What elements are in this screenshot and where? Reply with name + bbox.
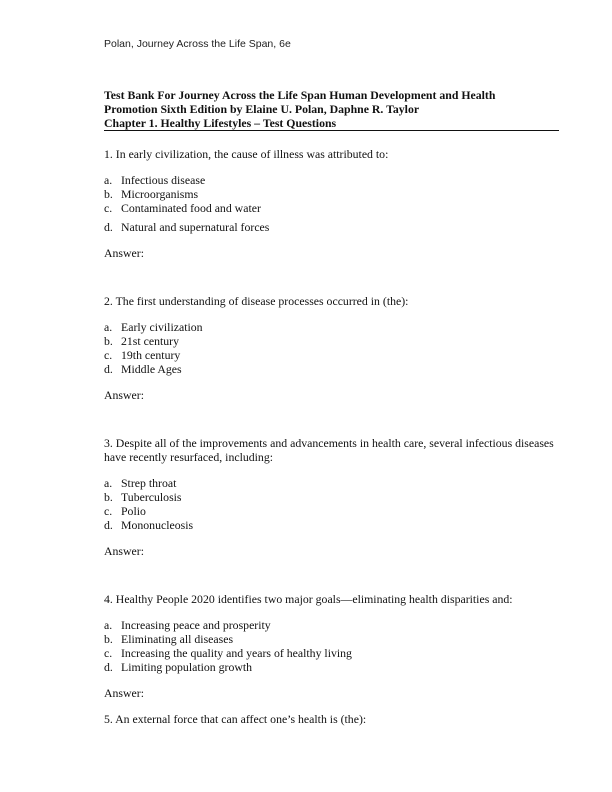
option-text: Tuberculosis (121, 490, 182, 504)
option-letter: a. (104, 320, 113, 334)
option-text: Microorganisms (121, 187, 199, 201)
option-a (104, 320, 554, 334)
chapter-title: Chapter 1. Healthy Lifestyles – Test Questions (104, 116, 337, 130)
option-c (104, 504, 554, 518)
option-c (104, 201, 554, 215)
option-letter: c. (104, 201, 113, 215)
question-3-options (104, 476, 554, 532)
option-letter: d. (104, 518, 113, 532)
question-4-options (104, 618, 554, 674)
title-divider (104, 130, 559, 131)
option-letter: a. (104, 173, 113, 187)
option-text: Increasing the quality and years of healthy living (121, 646, 352, 660)
option-b (104, 632, 554, 646)
option-c (104, 646, 554, 660)
question-3 (104, 436, 554, 558)
option-text: Limiting population growth (121, 660, 253, 674)
question-1-answer: Answer: (104, 246, 144, 260)
option-letter: d. (104, 220, 113, 234)
question-1-text: 1. In early civilization, the cause of illness was attributed to: (104, 147, 389, 161)
option-letter: d. (104, 362, 113, 376)
question-1 (104, 147, 554, 260)
option-d (104, 220, 554, 234)
question-2 (104, 294, 554, 402)
option-text: Infectious disease (121, 173, 206, 187)
option-letter: b. (104, 490, 113, 504)
question-3-text: 3. Despite all of the improvements and advancements in health care, several infectious diseases have recently resurfaced, including: (104, 436, 554, 464)
option-text: 21st century (121, 334, 179, 348)
question-3-answer: Answer: (104, 544, 144, 558)
running-header: Polan, Journey Across the Life Span, 6e (104, 38, 291, 50)
option-letter: b. (104, 334, 113, 348)
option-d (104, 660, 554, 674)
option-a (104, 173, 554, 187)
question-1-options (104, 173, 554, 234)
title-line-1: Test Bank For Journey Across the Life Span Human Development and Health (104, 88, 496, 102)
option-letter: d. (104, 660, 113, 674)
option-text: Natural and supernatural forces (121, 220, 270, 234)
option-text: Early civilization (121, 320, 203, 334)
option-d (104, 518, 554, 532)
option-c (104, 348, 554, 362)
option-text: Middle Ages (121, 362, 182, 376)
option-text: Polio (121, 504, 146, 518)
option-letter: a. (104, 476, 113, 490)
option-letter: c. (104, 646, 113, 660)
option-b (104, 187, 554, 201)
question-5-text: 5. An external force that can affect one’s health is (the): (104, 712, 367, 726)
option-text: Strep throat (121, 476, 177, 490)
option-text: Mononucleosis (121, 518, 194, 532)
option-b (104, 334, 554, 348)
option-letter: b. (104, 187, 113, 201)
option-b (104, 490, 554, 504)
title-line-2: Promotion Sixth Edition by Elaine U. Polan, Daphne R. Taylor (104, 102, 420, 116)
option-d (104, 362, 554, 376)
document-title (104, 88, 560, 130)
question-4-text: 4. Healthy People 2020 identifies two major goals—eliminating health disparities and: (104, 592, 513, 606)
question-2-options (104, 320, 554, 376)
option-a (104, 618, 554, 632)
option-text: Eliminating all diseases (121, 632, 234, 646)
question-list (104, 147, 554, 726)
question-2-answer: Answer: (104, 388, 144, 402)
question-4-answer: Answer: (104, 686, 144, 700)
option-letter: b. (104, 632, 113, 646)
question-2-text: 2. The first understanding of disease processes occurred in (the): (104, 294, 409, 308)
question-4 (104, 592, 554, 700)
option-letter: c. (104, 348, 113, 362)
option-text: Increasing peace and prosperity (121, 618, 271, 632)
option-text: 19th century (121, 348, 181, 362)
option-text: Contaminated food and water (121, 201, 261, 215)
option-letter: a. (104, 618, 113, 632)
option-a (104, 476, 554, 490)
option-letter: c. (104, 504, 113, 518)
question-5 (104, 712, 554, 726)
